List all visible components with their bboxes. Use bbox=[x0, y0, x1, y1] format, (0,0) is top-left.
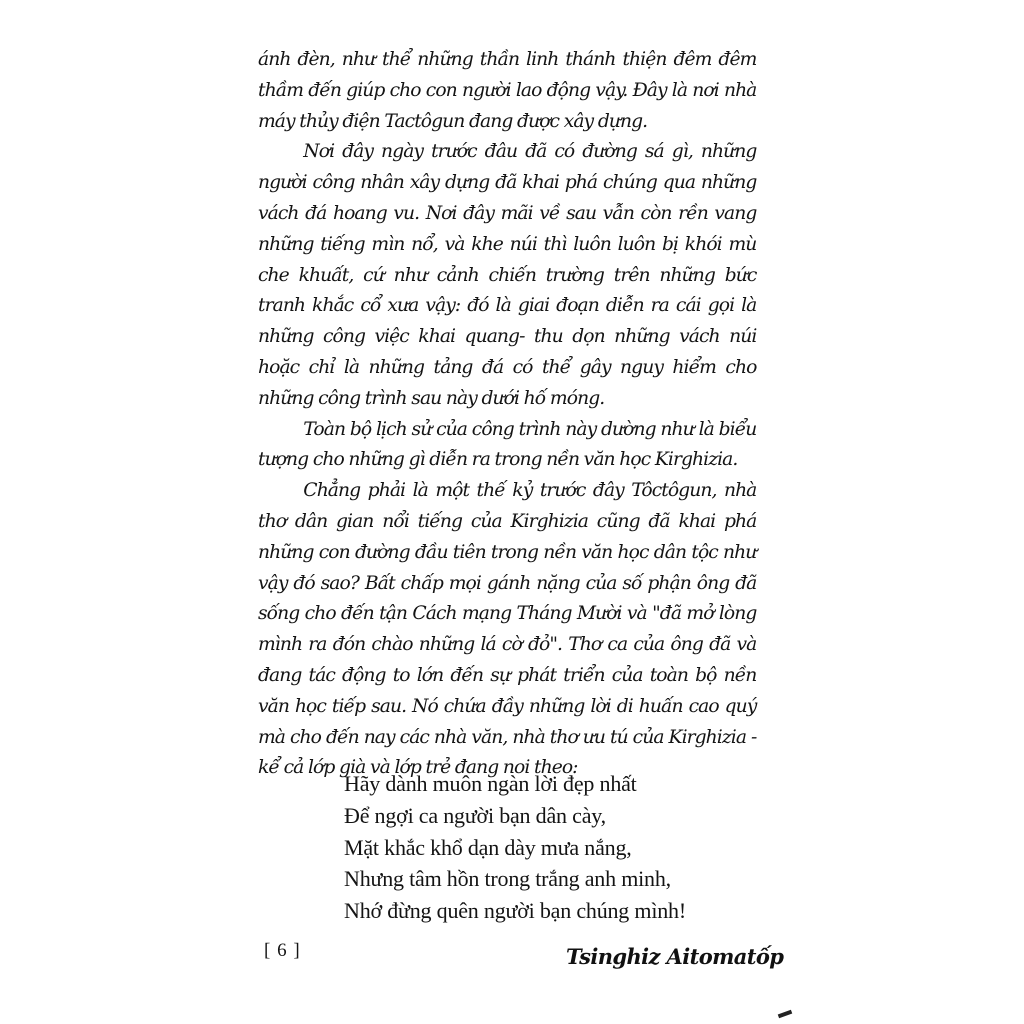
paragraph: Chẳng phải là một thế kỷ trước đây Tôctôgun, nhà thơ dân gian nổi tiếng của Kirghizia cũng đã khai phá những con đường đầu tiên trong nền văn học dân tộc như vậy đó sao? Bất chấp mọi gánh nặng của số phận ông đã sống cho đến tận Cách mạng Tháng Mười và "đã mở lòng mình ra đón chào những lá cờ đỏ". Thơ ca của ông đã và đang tác động to lớn đến sự phát triển của toàn bộ nền văn học tiếp sau. Nó chứa đầy những lời di huấn cao quý mà cho đến nay các nhà văn, nhà thơ ưu tú của Kirghizia - kể cả lớp già và lớp trẻ đang noi theo: bbox=[258, 479, 757, 779]
poem-line: Mặt khắc khổ dạn dày mưa nắng, bbox=[344, 834, 632, 860]
poem-line: Nhớ đừng quên người bạn chúng mình! bbox=[344, 898, 686, 924]
paragraph: Toàn bộ lịch sử của công trình này dường như là biểu tượng cho những gì diễn ra trong nền văn học Kirghizia. bbox=[258, 417, 757, 471]
poem-line: Nhưng tâm hồn trong trắng anh minh, bbox=[344, 866, 671, 892]
paragraph: ánh đèn, như thể những thần linh thánh thiện đêm đêm thầm đến giúp cho con người lao động vậy. Đây là nơi nhà máy thủy điện Tactôgun đang được xây dựng. bbox=[258, 48, 757, 132]
poem-line: Hãy dành muôn ngàn lời đẹp nhất bbox=[344, 771, 637, 796]
scan-mark bbox=[778, 1010, 793, 1019]
poem-line: Để ngợi ca người bạn dân cày, bbox=[344, 802, 606, 828]
poem-block bbox=[344, 768, 744, 927]
body-text bbox=[258, 44, 764, 783]
page-number: [ 6 ] bbox=[264, 940, 301, 961]
paragraph: Nơi đây ngày trước đâu đã có đường sá gì, những người công nhân xây dựng đã khai phá chúng qua những vách đá hoang vu. Nơi đây mãi về sau vẫn còn rền vang những tiếng mìn nổ, và khe núi thì luôn luôn bị khói mù che khuất, cứ như cảnh chiến trường trên những bức tranh khắc cổ xưa vậy: đó là giai đoạn diễn ra cái gọi là những công việc khai quang- thu dọn những vách núi hoặc chỉ là những tảng đá có thể gây nguy hiểm cho những công trình sau này dưới hố móng. bbox=[258, 140, 757, 409]
running-footer-author: Tsinghiz Aitomatốp bbox=[566, 944, 784, 969]
